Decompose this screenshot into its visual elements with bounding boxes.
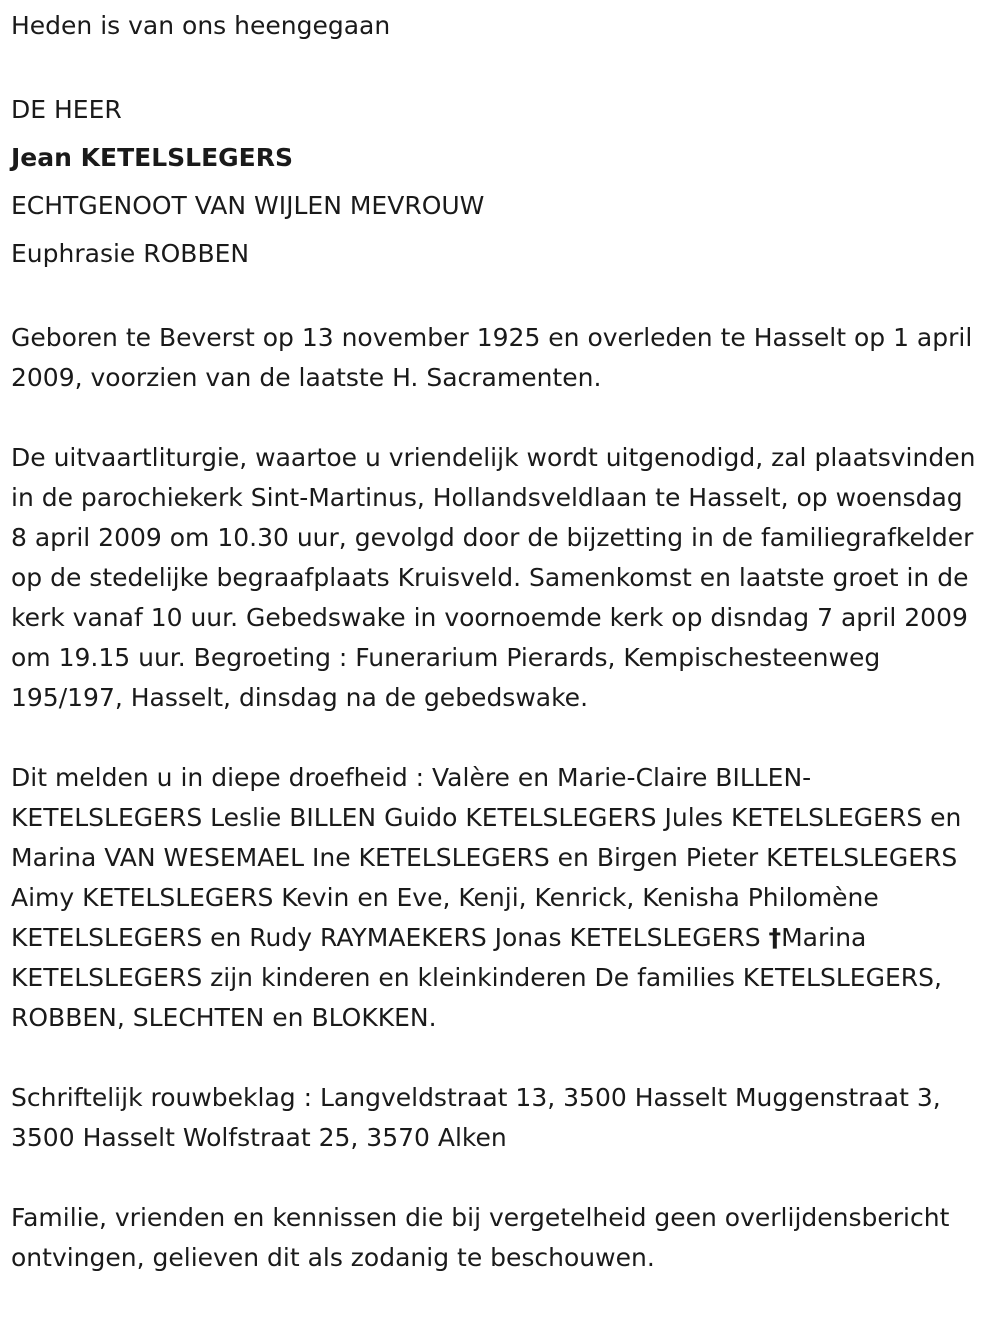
spacer bbox=[11, 718, 986, 758]
spouse-name: Euphrasie ROBBEN bbox=[11, 239, 250, 268]
title-prefix: DE HEER bbox=[11, 95, 122, 124]
spacer bbox=[11, 1158, 986, 1198]
spacer bbox=[11, 1038, 986, 1078]
spacer bbox=[11, 278, 986, 318]
mourners-paragraph bbox=[11, 758, 986, 1038]
intro-line: Heden is van ons heengegaan bbox=[11, 11, 391, 40]
birth-death-paragraph: Geboren te Beverst op 13 november 1925 en overleden te Hasselt op 1 april 2009, voorzien van de laatste H. Sacramenten. bbox=[11, 323, 973, 392]
funeral-paragraph: De uitvaartliturgie, waartoe u vriendelijk wordt uitgenodigd, zal plaatsvinden in de parochiekerk Sint-Martinus, Hollandsveldlaan te Hasselt, op woensdag 8 april 2009 om 10.30 uur, gevolgd door de bijzetting in de familiegrafkelder op de stedelijke begraafplaats Kruisveld. Samenkomst en laatste groet in de kerk vanaf 10 uur. Gebedswake in voornoemde kerk op disndag 7 april 2009 om 19.15 uur. Begroeting : Funerarium Pierards, Kempischesteenweg 195/197, Hasselt, dinsdag na de gebedswake. bbox=[11, 443, 976, 712]
mourners-text-continued: Marina KETELSLEGERS zijn kinderen en kleinkinderen De families KETELSLEGERS, ROBBEN, SLECHTEN en BLOKKEN. bbox=[11, 923, 942, 1032]
closing-paragraph: Familie, vrienden en kennissen die bij vergetelheid geen overlijdensbericht ontvingen, gelieven dit als zodanig te beschouwen. bbox=[11, 1203, 950, 1272]
cross-icon: † bbox=[768, 923, 782, 952]
mourners-text: Dit melden u in diepe droefheid : Valère en Marie-Claire BILLEN-KETELSLEGERS Leslie BILLEN Guido KETELSLEGERS Jules KETELSLEGERS en Marina VAN WESEMAEL Ine KETELSLEGERS en Birgen Pieter KETELSLEGERS Aimy KETELSLEGERS Kevin en Eve, Kenji, Kenrick, Kenisha Philomène KETELSLEGERS en Rudy RAYMAEKERS Jonas KETELSLEGERS bbox=[11, 763, 962, 952]
spacer bbox=[11, 398, 986, 438]
deceased-name: Jean KETELSLEGERS bbox=[11, 143, 294, 172]
condolences-paragraph: Schriftelijk rouwbeklag : Langveldstraat 13, 3500 Hasselt Muggenstraat 3, 3500 Hasselt Wolfstraat 25, 3570 Alken bbox=[11, 1083, 941, 1152]
spouse-line: ECHTGENOOT VAN WIJLEN MEVROUW bbox=[11, 191, 485, 220]
obituary-document bbox=[11, 6, 986, 1278]
spacer bbox=[11, 46, 986, 86]
